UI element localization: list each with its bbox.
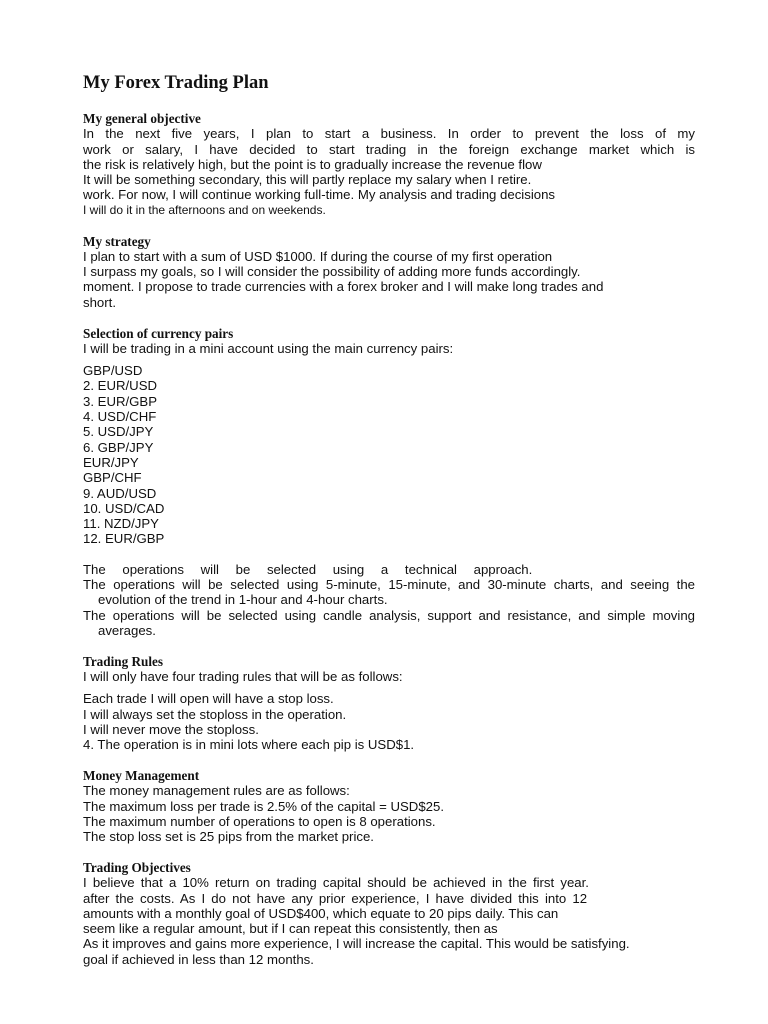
strategy-line: short. bbox=[83, 294, 116, 310]
pairs-heading: Selection of currency pairs bbox=[83, 325, 234, 341]
operations-list bbox=[83, 562, 695, 638]
list-item: 3. EUR/GBP bbox=[83, 393, 158, 409]
strategy-line: I plan to start with a sum of USD $1000. If during the course of my first operation bbox=[83, 248, 553, 264]
objectives-line: goal if achieved in less than 12 months. bbox=[83, 951, 314, 967]
strategy-section bbox=[83, 234, 695, 310]
pairs-intro: I will be trading in a mini account using the main currency pairs: bbox=[83, 340, 454, 356]
rule-item: 4. The operation is in mini lots where each pip is USD$1. bbox=[83, 737, 415, 753]
strategy-line: moment. I propose to trade currencies with a forex broker and I will make long trades and bbox=[83, 279, 604, 295]
objectives-line: As it improves and gains more experience, I will increase the capital. This would be satisfying. bbox=[83, 936, 630, 952]
money-section bbox=[83, 768, 695, 844]
objective-line: In the next five years, I plan to start a business. In order to prevent the loss of my bbox=[83, 126, 695, 142]
objectives-line: seem like a regular amount, but if I can repeat this consistently, then as bbox=[83, 921, 498, 937]
money-line: The maximum number of operations to open is 8 operations. bbox=[83, 813, 436, 829]
strategy-heading: My strategy bbox=[83, 233, 151, 249]
money-line: The maximum loss per trade is 2.5% of the capital = USD$25. bbox=[83, 798, 444, 814]
list-item: GBP/USD bbox=[83, 363, 143, 379]
strategy-line: I surpass my goals, so I will consider the possibility of adding more funds accordingly. bbox=[83, 264, 581, 280]
list-item: 2. EUR/USD bbox=[83, 378, 158, 394]
rules-section bbox=[83, 654, 695, 753]
list-item: 12. EUR/GBP bbox=[83, 531, 165, 547]
list-item: 5. USD/JPY bbox=[83, 424, 154, 440]
objective-line: I will do it in the afternoons and on weekends. bbox=[83, 202, 326, 217]
rules-heading: Trading Rules bbox=[83, 653, 163, 669]
rules-intro: I will only have four trading rules that will be as follows: bbox=[83, 669, 403, 684]
list-item: 10. USD/CAD bbox=[83, 500, 165, 516]
rule-item: Each trade I will open will have a stop loss. bbox=[83, 691, 334, 707]
pairs-section bbox=[83, 326, 695, 639]
objective-heading: My general objective bbox=[83, 111, 201, 126]
objective-line: work. For now, I will continue working full-time. My analysis and trading decisions bbox=[83, 187, 556, 203]
objective-line: work or salary, I have decided to start trading in the foreign exchange market which is bbox=[83, 141, 695, 157]
objectives-line: amounts with a monthly goal of USD$400, which equate to 20 pips daily. This can bbox=[83, 905, 559, 921]
objective-line: the risk is relatively high, but the point is to gradually increase the revenue flow bbox=[83, 156, 542, 172]
list-item: 4. USD/CHF bbox=[83, 409, 157, 425]
list-item: 6. GBP/JPY bbox=[83, 439, 154, 455]
list-item: GBP/CHF bbox=[83, 470, 142, 486]
rule-item: I will never move the stoploss. bbox=[83, 721, 259, 737]
money-line: The stop loss set is 25 pips from the market price. bbox=[83, 829, 374, 845]
objective-section bbox=[83, 111, 695, 218]
objectives-line: I believe that a 10% return on trading capital should be achieved in the first year. bbox=[83, 875, 589, 891]
objective-line: It will be something secondary, this will partly replace my salary when I retire. bbox=[83, 172, 532, 188]
page-title: My Forex Trading Plan bbox=[83, 73, 269, 93]
operation-item: The operations will be selected using 5-minute, 15-minute, and 30-minute charts, and seeing the evolution of the trend in 1-hour and 4-hour charts. bbox=[83, 577, 695, 608]
list-item: 9. AUD/USD bbox=[83, 485, 157, 501]
rule-item: I will always set the stoploss in the operation. bbox=[83, 706, 347, 722]
list-item: EUR/JPY bbox=[83, 454, 139, 470]
money-line: The money management rules are as follows: bbox=[83, 783, 350, 799]
objectives-section bbox=[83, 860, 695, 967]
objectives-heading: Trading Objectives bbox=[83, 859, 191, 875]
operation-item: The operations will be selected using a technical approach. bbox=[83, 561, 533, 577]
operation-item: The operations will be selected using candle analysis, support and resistance, and simple moving averages. bbox=[83, 607, 695, 638]
objectives-line: after the costs. As I do not have any prior experience, I have divided this into 12 bbox=[83, 890, 588, 906]
document-page bbox=[83, 72, 695, 967]
pairs-list bbox=[83, 363, 695, 547]
list-item: 11. NZD/JPY bbox=[83, 516, 159, 532]
money-heading: Money Management bbox=[83, 767, 200, 783]
